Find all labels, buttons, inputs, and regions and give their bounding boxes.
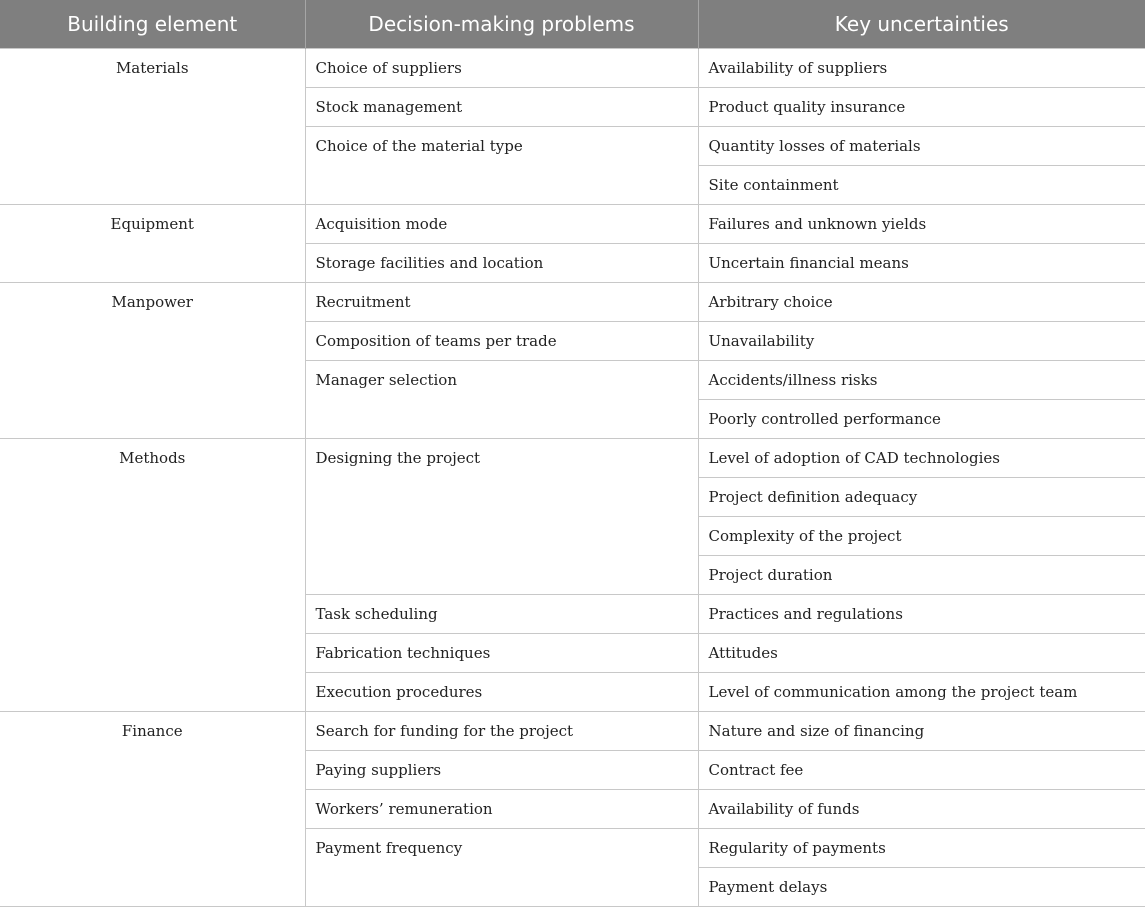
uncertainty-cell: Unavailability [698,322,1145,361]
uncertainty-cell: Payment delays [698,868,1145,907]
decision-problem-cell: Fabrication techniques [305,634,698,673]
uncertainty-cell: Site containment [698,166,1145,205]
decision-problem-cell: Composition of teams per trade [305,322,698,361]
decision-problem-cell: Task scheduling [305,595,698,634]
table-row [0,283,1145,322]
decision-problem-cell: Manager selection [305,361,698,439]
table-row [0,712,1145,751]
uncertainty-cell: Failures and unknown yields [698,205,1145,244]
table-body [0,49,1145,907]
header-row [0,0,1145,49]
header-decision-problems: Decision-making problems [305,0,698,49]
uncertainty-cell: Product quality insurance [698,88,1145,127]
uncertainty-cell: Attitudes [698,634,1145,673]
decision-problem-cell: Storage facilities and location [305,244,698,283]
decision-problem-cell: Acquisition mode [305,205,698,244]
decision-problem-cell: Payment frequency [305,829,698,907]
uncertainty-cell: Arbitrary choice [698,283,1145,322]
decision-problem-cell: Stock management [305,88,698,127]
table-row [0,439,1145,478]
uncertainty-cell: Practices and regulations [698,595,1145,634]
building-element-cell: Methods [0,439,305,712]
header-key-uncertainties: Key uncertainties [698,0,1145,49]
decision-problem-cell: Search for funding for the project [305,712,698,751]
building-element-cell: Manpower [0,283,305,439]
decision-problem-cell: Choice of suppliers [305,49,698,88]
decision-problem-cell: Workers’ remuneration [305,790,698,829]
uncertainty-cell: Poorly controlled performance [698,400,1145,439]
uncertainty-cell: Project duration [698,556,1145,595]
decision-problem-cell: Choice of the material type [305,127,698,205]
uncertainty-cell: Accidents/illness risks [698,361,1145,400]
uncertainty-cell: Complexity of the project [698,517,1145,556]
uncertainty-cell: Uncertain financial means [698,244,1145,283]
table-row [0,205,1145,244]
header-building-element: Building element [0,0,305,49]
uncertainty-cell: Level of communication among the project team [698,673,1145,712]
building-element-cell: Equipment [0,205,305,283]
table-row [0,49,1145,88]
decision-problem-cell: Recruitment [305,283,698,322]
building-element-cell: Finance [0,712,305,907]
building-element-cell: Materials [0,49,305,205]
uncertainty-cell: Availability of funds [698,790,1145,829]
uncertainty-cell: Project definition adequacy [698,478,1145,517]
decision-problem-cell: Execution procedures [305,673,698,712]
uncertainty-cell: Level of adoption of CAD technologies [698,439,1145,478]
uncertainty-cell: Regularity of payments [698,829,1145,868]
uncertainty-cell: Quantity losses of materials [698,127,1145,166]
uncertainty-cell: Contract fee [698,751,1145,790]
uncertainty-cell: Availability of suppliers [698,49,1145,88]
decision-problem-cell: Designing the project [305,439,698,595]
decision-problem-cell: Paying suppliers [305,751,698,790]
uncertainty-cell: Nature and size of financing [698,712,1145,751]
